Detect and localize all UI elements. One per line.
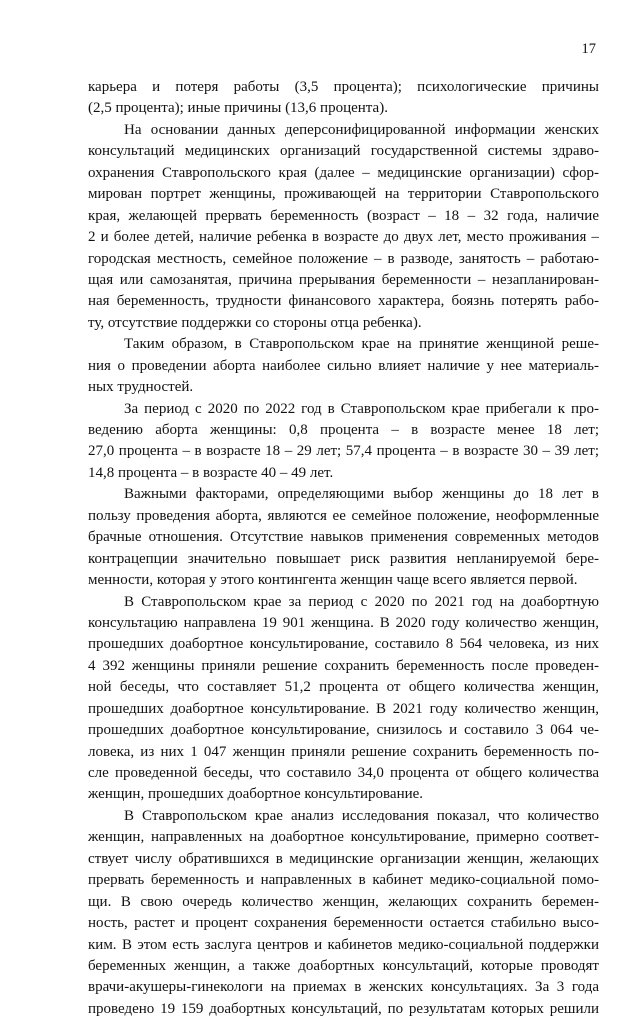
text-line: прошедших доабортное консультирование, снизилось и составило 3 064 че- bbox=[88, 722, 599, 739]
text-line: прошедших доабортное консультирование. В 2021 году количество женщин, bbox=[88, 700, 599, 717]
text-line: охранения Ставропольского края (далее – медицинские организации) сфор- bbox=[88, 164, 599, 181]
text-line: ния о проведении аборта наиболее сильно влияет наличие у нее материаль- bbox=[88, 357, 599, 374]
text-line: (2,5 процента); иные причины (13,6 процента). bbox=[88, 100, 388, 117]
text-line: карьера и потеря работы (3,5 процента); психологические причины bbox=[88, 79, 599, 95]
body-text bbox=[88, 77, 599, 1020]
paragraph-first-line: В Ставропольском крае анализ исследования показал, что количество bbox=[124, 807, 599, 824]
text-line: ствует числу обратившихся в медицинские организации женщин, желающих bbox=[88, 850, 599, 867]
text-line: консультаций медицинских организаций государственной системы здраво- bbox=[88, 143, 599, 160]
text-line: беременных женщин, а также доабортных консультаций, которые проводят bbox=[88, 957, 599, 974]
text-line: щи. В свою очередь количество женщин, желающих сохранить беремен- bbox=[88, 893, 599, 910]
text-line: женщин, направленных на доабортное консультирование, примерно соответ- bbox=[88, 829, 599, 846]
text-line: городская местность, семейное положение – в разводе, занятость – работаю- bbox=[88, 250, 599, 267]
text-line: врачи-акушеры-гинекологи на приемах в женских консультациях. За 3 года bbox=[88, 979, 599, 996]
text-line: ведению аборта женщины: 0,8 процента – в возрасте менее 18 лет; bbox=[88, 422, 599, 438]
paragraph-first-line: На основании данных деперсонифицированной информации женских bbox=[124, 121, 599, 138]
text-line: прервать беременность и направленных в кабинет медико-социальной помо- bbox=[88, 872, 599, 889]
text-line: контрацепции значительно повышает риск развития непланируемой бере- bbox=[88, 550, 599, 567]
text-line: 2 и более детей, наличие ребенка в возрасте до двух лет, место проживания – bbox=[88, 229, 599, 246]
text-line: ная беременность, трудности финансового характера, боязнь потерять рабо- bbox=[88, 293, 599, 310]
text-line: менности, которая у этого контингента женщин чаще всего является первой. bbox=[88, 572, 578, 589]
text-line: края, желающей прервать беременность (возраст – 18 – 32 года, наличие bbox=[88, 207, 599, 224]
text-line: проведено 19 159 доабортных консультаций, по результатам которых решили bbox=[88, 1000, 599, 1017]
text-line: 27,0 процента – в возрасте 18 – 29 лет; 57,4 процента – в возрасте 30 – 39 лет; bbox=[88, 443, 599, 460]
text-line: ных трудностей. bbox=[88, 379, 194, 396]
text-line: пользу проведения аборта, являются ее семейное положение, неоформленные bbox=[88, 507, 599, 524]
text-line: 14,8 процента – в возрасте 40 – 49 лет. bbox=[88, 464, 334, 481]
text-line: мирован портрет женщины, проживающей на территории Ставропольского bbox=[88, 186, 599, 203]
text-line: 4 392 женщины приняли решение сохранить беременность после проведен- bbox=[88, 657, 599, 674]
text-line: ту, отсутствие поддержки со стороны отца ребенка). bbox=[88, 314, 422, 331]
text-line: консультацию направлена 19 901 женщина. В 2020 году количество женщин, bbox=[88, 614, 599, 631]
text-line: прошедших доабортное консультирование, составило 8 564 человека, из них bbox=[88, 636, 599, 653]
text-line: сле проведенной беседы, что составило 34,0 процента от общего количества bbox=[88, 765, 599, 781]
text-line: ность, растет и процент сохранения беременности остается стабильно высо- bbox=[88, 915, 599, 932]
paragraph-first-line: Таким образом, в Ставропольском крае на принятие женщиной реше- bbox=[124, 336, 599, 353]
text-line: щая или самозанятая, причина прерывания беременности – незапланирован- bbox=[88, 271, 599, 288]
page-number: 17 bbox=[581, 41, 596, 57]
text-line: женщин, прошедших доабортное консультирование. bbox=[88, 786, 424, 803]
text-line: ким. В этом есть заслуга центров и кабинетов медико-социальной поддержки bbox=[88, 936, 599, 953]
paragraph-first-line: Важными факторами, определяющими выбор женщины до 18 лет в bbox=[124, 486, 599, 503]
text-line: брачные отношения. Отсутствие навыков применения современных методов bbox=[88, 529, 599, 546]
text-line: ной беседы, что составляет 51,2 процента от общего количества женщин, bbox=[88, 679, 599, 696]
text-line: ловека, из них 1 047 женщин приняли решение сохранить беременность по- bbox=[88, 743, 599, 760]
paragraph-first-line: За период с 2020 по 2022 год в Ставропольском крае прибегали к про- bbox=[124, 400, 599, 417]
paragraph-first-line: В Ставропольском крае за период с 2020 по 2021 год на доабортную bbox=[124, 593, 599, 610]
